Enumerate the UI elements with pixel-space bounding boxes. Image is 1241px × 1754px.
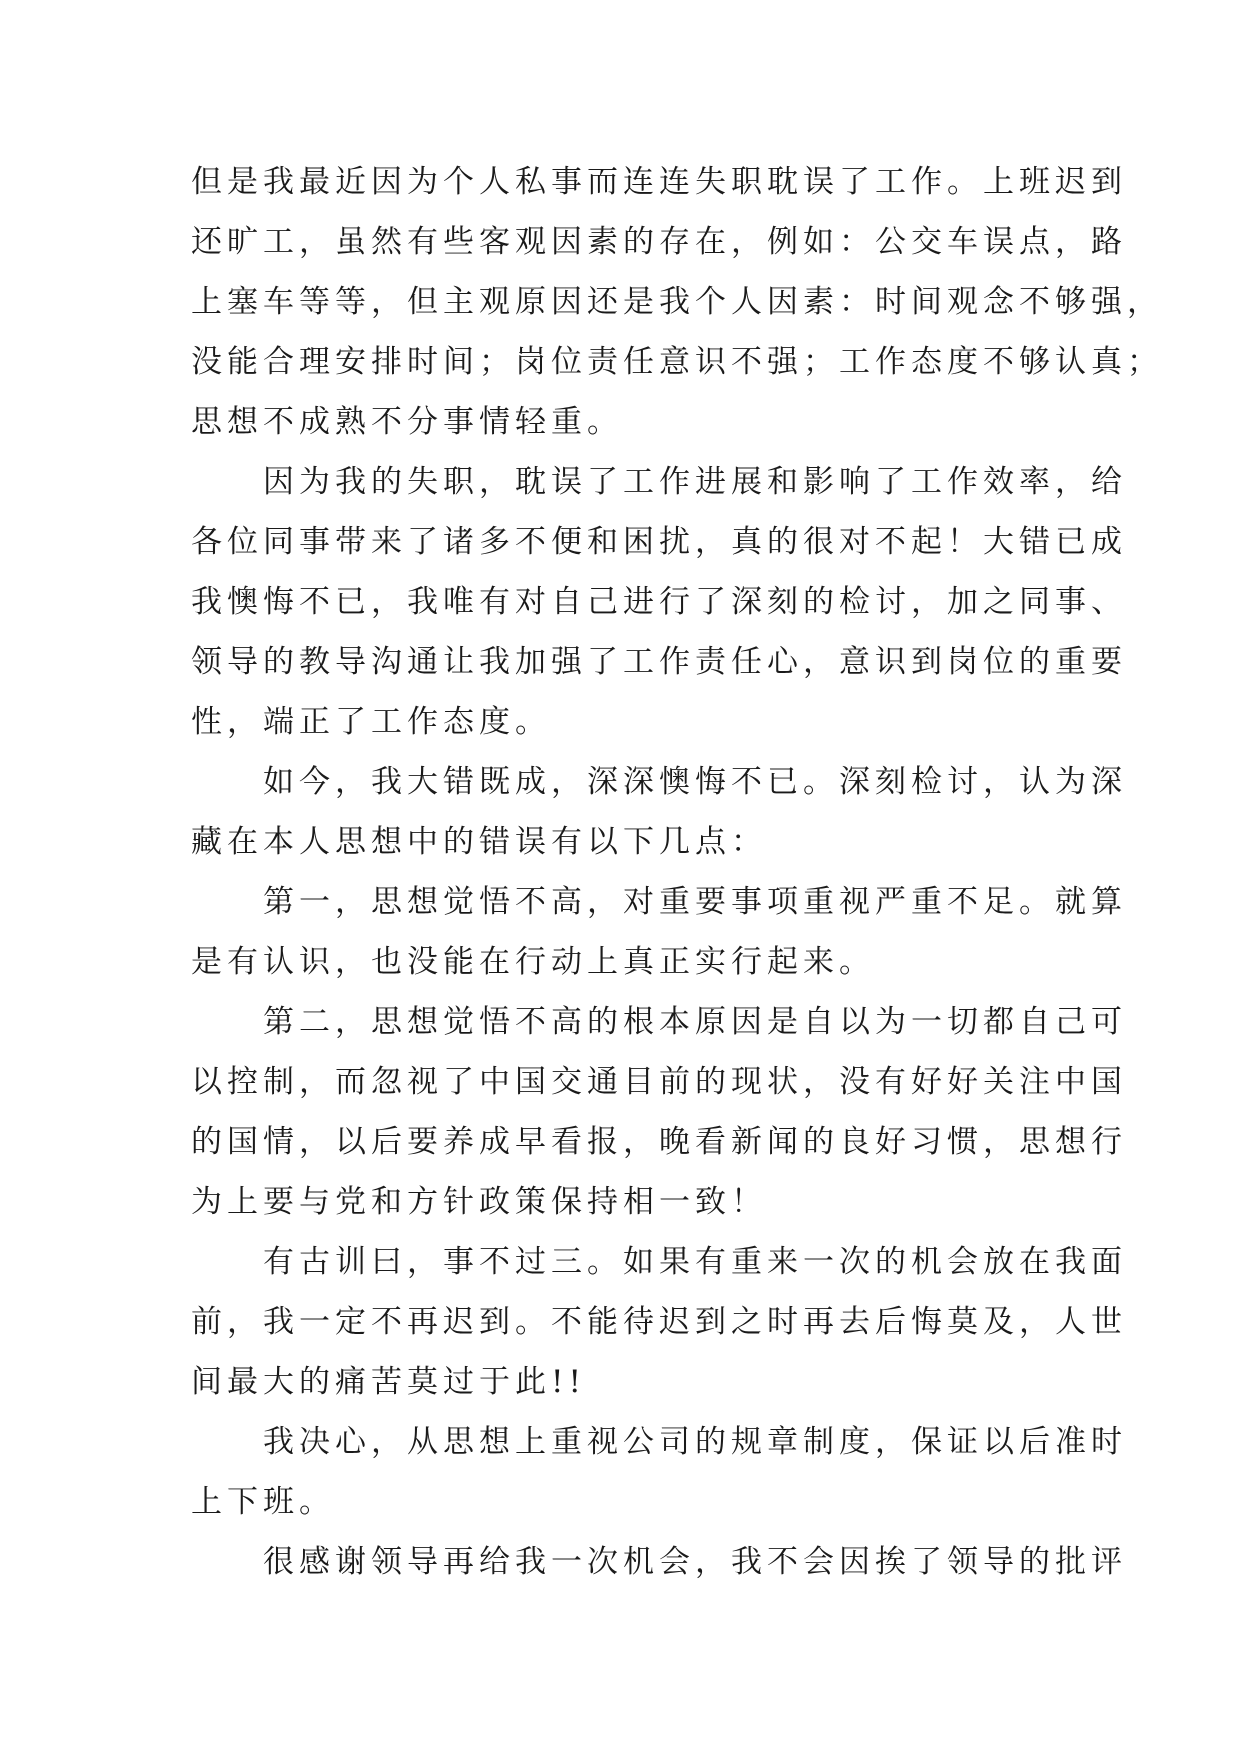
text-line: 还旷工，虽然有些客观因素的存在，例如：公交车误点，路 (191, 224, 1127, 260)
text-line: 性，端正了工作态度。 (191, 704, 551, 740)
text-line: 思想不成熟不分事情轻重。 (191, 404, 623, 440)
text-line: 为上要与党和方针政策保持相一致！ (191, 1184, 767, 1220)
text-line: 很感谢领导再给我一次机会，我不会因挨了领导的批评 (191, 1544, 1127, 1580)
text-line: 前，我一定不再迟到。不能待迟到之时再去后悔莫及，人世 (191, 1304, 1127, 1340)
text-line: 第二，思想觉悟不高的根本原因是自以为一切都自己可 (191, 1004, 1127, 1040)
text-line: 领导的教导沟通让我加强了工作责任心，意识到岗位的重要 (191, 644, 1127, 680)
text-line: 藏在本人思想中的错误有以下几点： (191, 824, 767, 860)
text-line: 间最大的痛苦莫过于此!! (191, 1364, 586, 1400)
text-line: 如今，我大错既成，深深懊悔不已。深刻检讨，认为深 (191, 764, 1127, 800)
text-line: 上塞车等等，但主观原因还是我个人因素：时间观念不够强， (191, 284, 1163, 320)
text-line: 各位同事带来了诸多不便和困扰，真的很对不起！大错已成 (191, 524, 1127, 560)
text-line: 的国情，以后要养成早看报，晚看新闻的良好习惯，思想行 (191, 1124, 1127, 1160)
text-line: 但是我最近因为个人私事而连连失职耽误了工作。上班迟到 (191, 164, 1127, 200)
text-line: 我懊悔不已，我唯有对自己进行了深刻的检讨，加之同事、 (191, 584, 1127, 620)
text-line: 没能合理安排时间；岗位责任意识不强；工作态度不够认真； (191, 344, 1163, 380)
text-line: 以控制，而忽视了中国交通目前的现状，没有好好关注中国 (191, 1064, 1127, 1100)
text-line: 有古训曰，事不过三。如果有重来一次的机会放在我面 (191, 1244, 1127, 1280)
text-line: 因为我的失职，耽误了工作进展和影响了工作效率，给 (191, 464, 1127, 500)
text-line: 上下班。 (191, 1484, 335, 1520)
text-line: 我决心，从思想上重视公司的规章制度，保证以后准时 (191, 1424, 1127, 1460)
document-body (191, 152, 1163, 1592)
text-line: 第一，思想觉悟不高，对重要事项重视严重不足。就算 (191, 884, 1127, 920)
text-line: 是有认识，也没能在行动上真正实行起来。 (191, 944, 875, 980)
